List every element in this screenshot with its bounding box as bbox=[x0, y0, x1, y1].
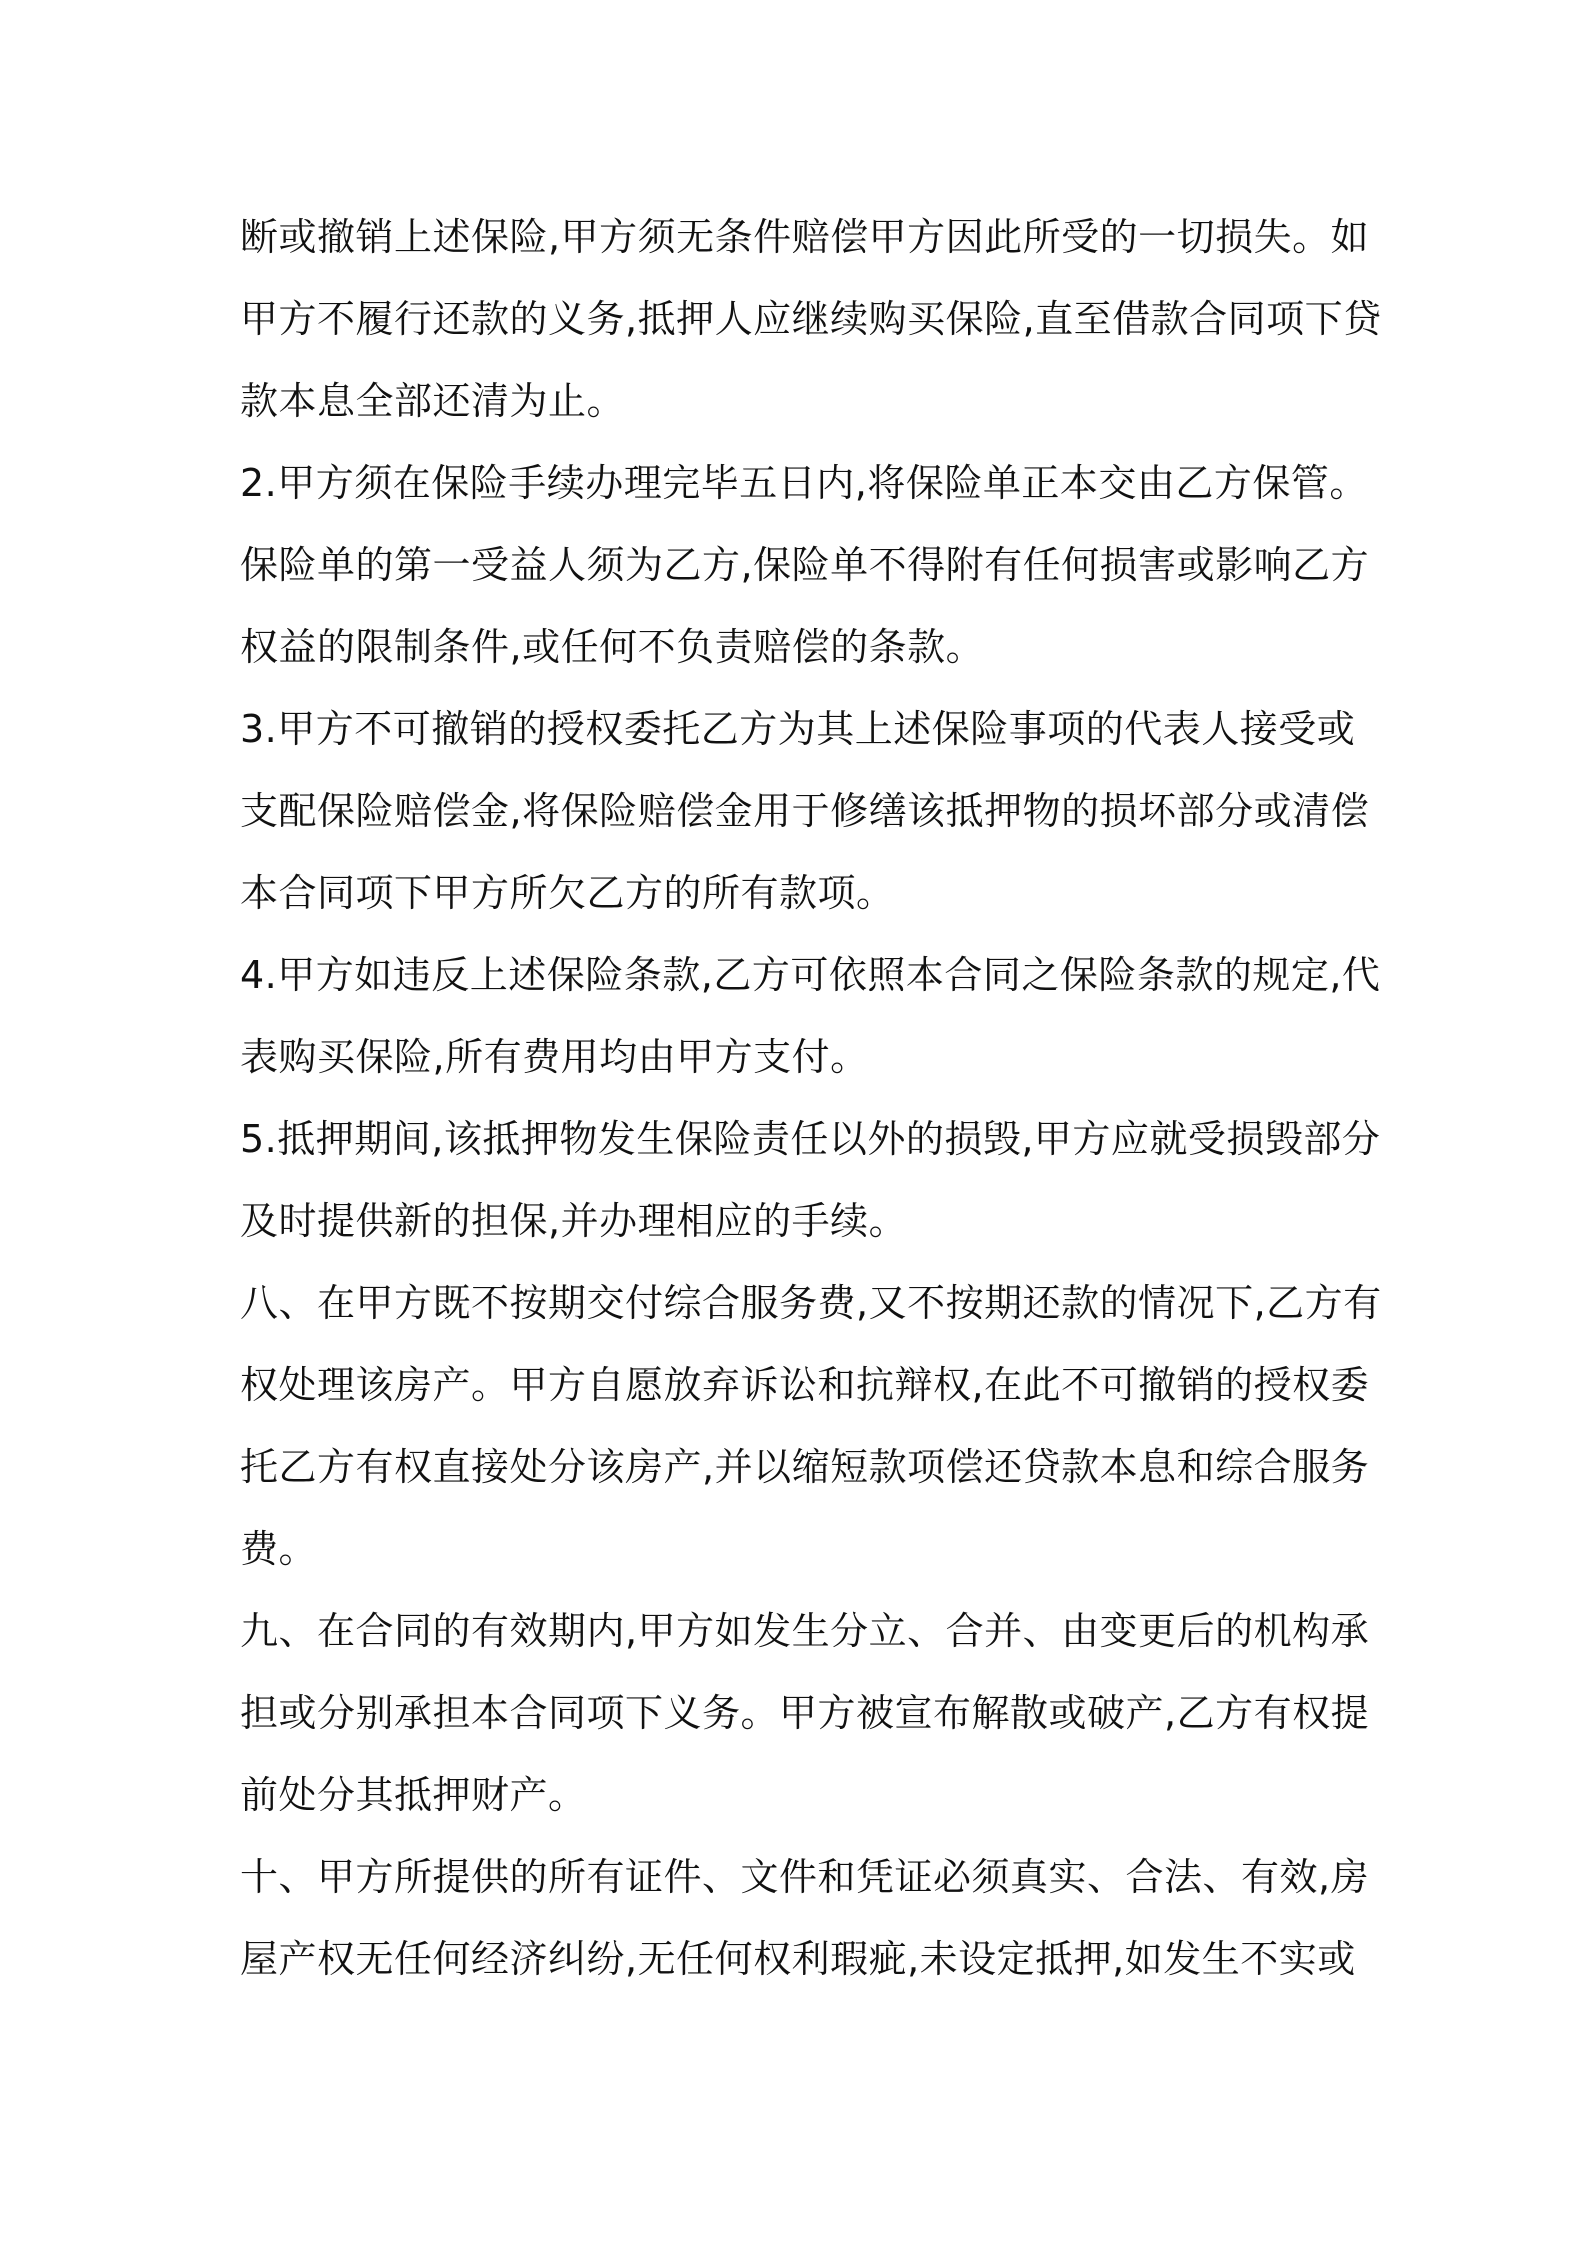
text-line: 4.甲方如违反上述保险条款,乙方可依照本合同之保险条款的规定,代 bbox=[240, 953, 1381, 997]
text-line: 及时提供新的担保,并办理相应的手续。 bbox=[240, 1199, 908, 1243]
text-line: 费。 bbox=[240, 1527, 318, 1571]
text-line: 3.甲方不可撤销的授权委托乙方为其上述保险事项的代表人接受或 bbox=[240, 707, 1356, 751]
text-line: 5.抵押期间,该抵押物发生保险责任以外的损毁,甲方应就受损毁部分 bbox=[240, 1117, 1381, 1161]
text-line: 本合同项下甲方所欠乙方的所有款项。 bbox=[240, 871, 895, 915]
text-line: 权处理该房产。甲方自愿放弃诉讼和抗辩权,在此不可撤销的授权委 bbox=[240, 1363, 1370, 1407]
text-line: 担或分别承担本合同项下义务。甲方被宣布解散或破产,乙方有权提 bbox=[240, 1691, 1370, 1735]
text-line: 甲方不履行还款的义务,抵押人应继续购买保险,直至借款合同项下贷 bbox=[240, 297, 1382, 341]
text-line: 十、甲方所提供的所有证件、文件和凭证必须真实、合法、有效,房 bbox=[240, 1855, 1370, 1899]
text-line: 2.甲方须在保险手续办理完毕五日内,将保险单正本交由乙方保管。 bbox=[240, 461, 1368, 505]
text-line: 表购买保险,所有费用均由甲方支付。 bbox=[240, 1035, 869, 1079]
text-line: 前处分其抵押财产。 bbox=[240, 1773, 587, 1817]
contract-text-body bbox=[240, 196, 1382, 2000]
text-line: 支配保险赔偿金,将保险赔偿金用于修缮该抵押物的损坏部分或清偿 bbox=[240, 789, 1370, 833]
text-line: 断或撤销上述保险,甲方须无条件赔偿甲方因此所受的一切损失。如 bbox=[240, 215, 1370, 259]
text-line: 款本息全部还清为止。 bbox=[240, 379, 626, 423]
text-line: 托乙方有权直接处分该房产,并以缩短款项偿还贷款本息和综合服务 bbox=[240, 1445, 1370, 1489]
text-line: 屋产权无任何经济纠纷,无任何权利瑕疵,未设定抵押,如发生不实或 bbox=[240, 1937, 1356, 1981]
text-line: 权益的限制条件,或任何不负责赔偿的条款。 bbox=[240, 625, 985, 669]
text-line: 八、在甲方既不按期交付综合服务费,又不按期还款的情况下,乙方有 bbox=[240, 1281, 1382, 1325]
text-line: 九、在合同的有效期内,甲方如发生分立、合并、由变更后的机构承 bbox=[240, 1609, 1370, 1653]
text-line: 保险单的第一受益人须为乙方,保险单不得附有任何损害或影响乙方 bbox=[240, 543, 1370, 587]
